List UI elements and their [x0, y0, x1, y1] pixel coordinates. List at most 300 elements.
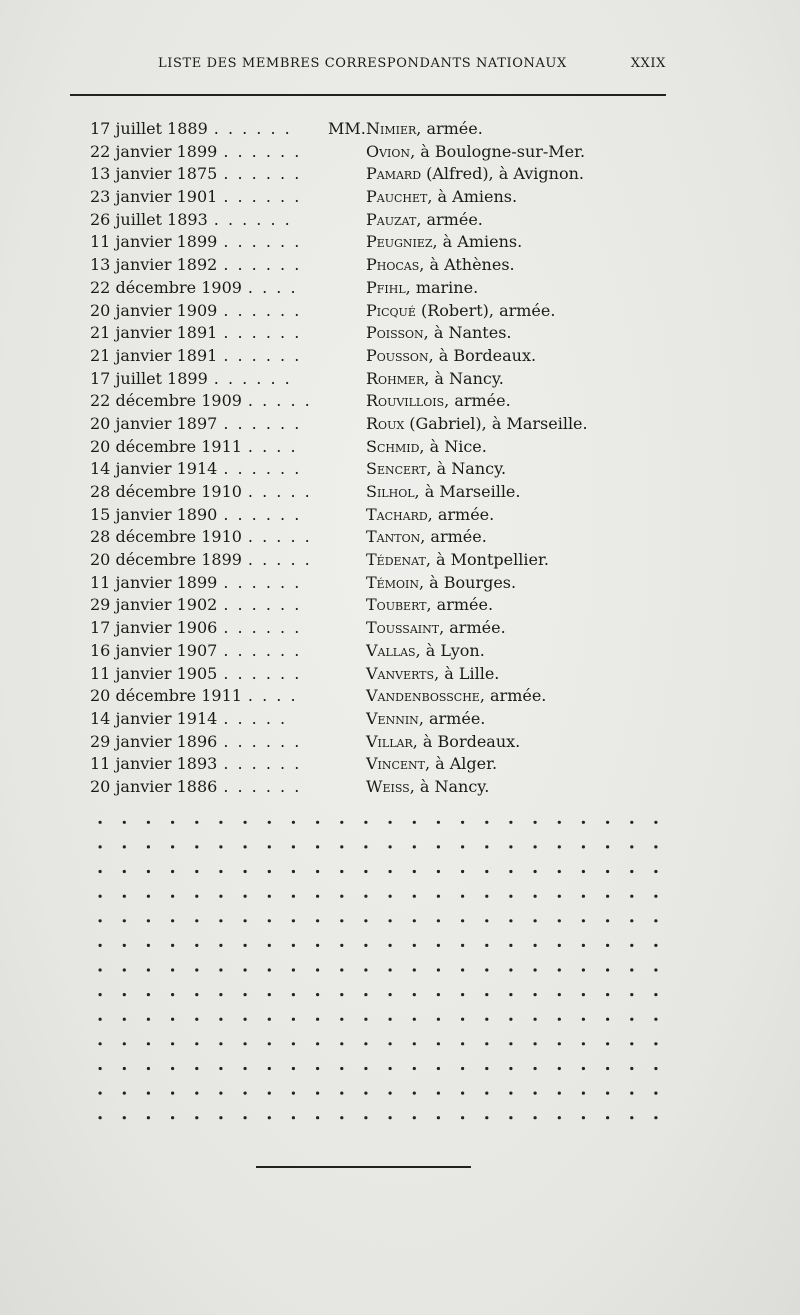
leader-dot	[485, 821, 488, 824]
surname: Tachard	[366, 504, 428, 524]
leader-dot	[123, 919, 126, 922]
leader-dot	[389, 944, 392, 947]
leader-dot	[413, 870, 416, 873]
member-details: , à Nancy.	[426, 459, 507, 479]
dot-leader: . . . . .	[247, 391, 312, 411]
dot-leader: . . . . . .	[223, 323, 302, 343]
leader-dot	[244, 1018, 247, 1021]
election-date: 20 janvier 1909	[90, 300, 218, 320]
member-details: , à Nantes.	[423, 323, 512, 343]
leader-dot	[485, 993, 488, 996]
member-name	[366, 572, 516, 594]
member-name	[366, 231, 522, 253]
member-entry	[0, 118, 800, 141]
election-date: 11 janvier 1899	[90, 232, 218, 252]
leader-dot	[485, 1116, 488, 1119]
leader-dot	[606, 895, 609, 898]
page-number: XXIX	[630, 56, 666, 71]
election-date: 14 janvier 1914	[90, 708, 218, 728]
leader-dot	[364, 1092, 367, 1095]
leader-dot	[364, 944, 367, 947]
leader-dot	[558, 1067, 561, 1070]
leader-dot	[509, 1092, 512, 1095]
leader-dot	[171, 1067, 174, 1070]
surname: Rohmer	[366, 368, 425, 388]
leader-dot	[195, 1018, 198, 1021]
member-details: , à Montpellier.	[425, 550, 549, 570]
leader-dot	[292, 944, 295, 947]
leader-dot	[630, 1042, 633, 1045]
leader-dot	[509, 968, 512, 971]
leader-dot	[606, 944, 609, 947]
member-details: , armée.	[418, 708, 486, 728]
dot-leader: . . . . . .	[223, 232, 302, 252]
leader-dot	[364, 919, 367, 922]
leader-dot	[147, 1042, 150, 1045]
member-entry	[0, 526, 800, 549]
leader-dot	[244, 821, 247, 824]
surname: Vennin	[366, 708, 419, 728]
member-details: , armée.	[416, 119, 483, 138]
dot-leader: . . . . . .	[213, 209, 292, 229]
leader-dot	[244, 1116, 247, 1119]
member-details: , à Amiens.	[432, 232, 523, 252]
leader-dot	[437, 1116, 440, 1119]
election-date: 20 janvier 1897	[90, 413, 218, 433]
leader-dot	[558, 845, 561, 848]
leader-dot	[558, 919, 561, 922]
leader-dot	[268, 968, 271, 971]
leader-dot	[413, 845, 416, 848]
surname: Toussaint	[366, 618, 440, 638]
leader-dot	[654, 1067, 657, 1070]
leader-dot	[123, 895, 126, 898]
election-date: 11 janvier 1905	[90, 663, 218, 683]
leader-dot	[630, 1018, 633, 1021]
leader-dot	[316, 968, 319, 971]
leader-dot	[99, 1116, 102, 1119]
leader-dot	[147, 968, 150, 971]
member-list	[0, 118, 800, 799]
leader-dot	[244, 1042, 247, 1045]
leader-dot	[292, 870, 295, 873]
leader-dot	[316, 919, 319, 922]
member-entry	[0, 481, 800, 504]
member-name	[366, 708, 485, 730]
leader-dot	[461, 1018, 464, 1021]
leader-dot	[582, 1092, 585, 1095]
member-details: , à Bordeaux.	[412, 731, 521, 751]
election-date: 28 décembre 1910	[90, 527, 242, 547]
leader-dot	[316, 993, 319, 996]
leader-dot	[654, 968, 657, 971]
election-date: 28 décembre 1910	[90, 482, 242, 501]
leader-dot	[364, 1042, 367, 1045]
leader-dot	[558, 944, 561, 947]
member-entry	[0, 708, 800, 731]
election-date: 20 décembre 1899	[90, 550, 242, 570]
member-name	[366, 141, 585, 163]
leader-dot	[244, 919, 247, 922]
member-entry	[0, 572, 800, 595]
leader-dot	[389, 1067, 392, 1070]
leader-dot	[99, 870, 102, 873]
member-name	[366, 186, 517, 208]
leader-dot	[558, 1092, 561, 1095]
member-entry	[0, 731, 800, 754]
member-entry	[0, 640, 800, 663]
leader-dot	[558, 870, 561, 873]
leader-dot	[292, 919, 295, 922]
election-date: 20 janvier 1886	[90, 776, 218, 796]
leader-dot	[244, 1092, 247, 1095]
leader-dot	[316, 1067, 319, 1070]
surname: Phocas	[366, 255, 420, 275]
dot-leader-filler	[88, 810, 668, 1130]
surname: Toubert	[366, 595, 427, 615]
leader-dot	[292, 1018, 295, 1021]
surname: Silhol	[366, 482, 415, 501]
surname: Vandenbossche	[366, 686, 480, 706]
surname: Pamard	[366, 164, 422, 184]
member-details: , à Lille.	[434, 663, 500, 683]
leader-dot	[437, 895, 440, 898]
leader-dot	[582, 1067, 585, 1070]
leader-dot	[654, 845, 657, 848]
member-name	[366, 345, 536, 367]
leader-dot	[606, 919, 609, 922]
election-date: 29 janvier 1902	[90, 595, 218, 615]
leader-dot	[195, 993, 198, 996]
member-details: (Alfred), à Avignon.	[421, 164, 584, 184]
leader-dot	[485, 1042, 488, 1045]
leader-dot	[268, 919, 271, 922]
leader-dot	[389, 821, 392, 824]
leader-dot	[99, 993, 102, 996]
leader-dot	[485, 845, 488, 848]
dot-leader: . . . . . .	[223, 413, 302, 433]
leader-dot	[461, 845, 464, 848]
surname: Vanverts	[366, 663, 435, 683]
dot-leader: . . . . . .	[223, 345, 302, 365]
leader-dot	[292, 845, 295, 848]
election-date: 11 janvier 1899	[90, 572, 218, 592]
leader-dot	[437, 968, 440, 971]
leader-dot	[413, 1092, 416, 1095]
member-name	[366, 617, 506, 639]
leader-dot	[534, 1018, 537, 1021]
dot-leader: . . . . .	[247, 482, 312, 501]
leader-dot	[485, 895, 488, 898]
election-date: 21 janvier 1891	[90, 345, 218, 365]
leader-dot	[219, 919, 222, 922]
leader-dot	[244, 968, 247, 971]
member-entry	[0, 163, 800, 186]
leader-dot	[147, 1116, 150, 1119]
member-details: , à Boulogne-sur-Mer.	[410, 141, 586, 161]
member-name	[366, 549, 549, 571]
election-date: 22 décembre 1909	[90, 277, 242, 297]
member-details: , à Nancy.	[424, 368, 504, 388]
leader-dot	[123, 821, 126, 824]
leader-dot	[244, 845, 247, 848]
surname: Pousson	[366, 345, 429, 365]
dot-leader: . . . . . .	[223, 459, 302, 479]
leader-dot	[195, 919, 198, 922]
leader-dot	[485, 1067, 488, 1070]
member-name	[366, 300, 555, 322]
leader-dot	[654, 944, 657, 947]
leader-dot	[268, 1092, 271, 1095]
leader-dot	[389, 1116, 392, 1119]
leader-dot	[654, 895, 657, 898]
leader-dot	[316, 895, 319, 898]
leader-dot	[364, 968, 367, 971]
leader-dot	[219, 1042, 222, 1045]
leader-dot	[219, 968, 222, 971]
election-date: 17 juillet 1899	[90, 368, 208, 388]
surname: Weiss	[366, 776, 410, 796]
leader-dot	[340, 1018, 343, 1021]
member-name	[366, 731, 520, 753]
member-entry	[0, 390, 800, 413]
leader-dot	[534, 895, 537, 898]
leader-dot	[606, 1067, 609, 1070]
dot-leader: . . . . . .	[223, 187, 302, 207]
election-date: 15 janvier 1890	[90, 504, 218, 524]
leader-dot	[534, 1116, 537, 1119]
member-entry	[0, 776, 800, 799]
member-entry	[0, 617, 800, 640]
member-entry	[0, 209, 800, 232]
leader-dot	[171, 968, 174, 971]
surname: Tanton	[366, 527, 421, 547]
leader-dot	[534, 845, 537, 848]
leader-dot	[509, 870, 512, 873]
honorific-prefix: MM.	[328, 119, 366, 138]
leader-dot	[558, 821, 561, 824]
member-entry	[0, 231, 800, 254]
leader-dot	[534, 968, 537, 971]
leader-dot	[413, 944, 416, 947]
leader-dot	[268, 944, 271, 947]
leader-dot	[582, 1018, 585, 1021]
election-date: 17 janvier 1906	[90, 618, 218, 638]
leader-dot	[437, 1067, 440, 1070]
leader-dot	[509, 1018, 512, 1021]
surname: Roux	[366, 413, 405, 433]
member-details: , armée.	[444, 391, 511, 411]
leader-dot	[509, 845, 512, 848]
leader-dot	[485, 1092, 488, 1095]
member-details: , à Bourges.	[418, 572, 517, 592]
leader-dot	[340, 993, 343, 996]
leader-dot	[316, 944, 319, 947]
dot-leader: . . . . . .	[223, 255, 302, 275]
leader-dot	[461, 993, 464, 996]
leader-dot	[219, 895, 222, 898]
leader-dot	[582, 1042, 585, 1045]
leader-dot	[292, 895, 295, 898]
leader-dot	[99, 821, 102, 824]
leader-dot	[364, 1018, 367, 1021]
leader-dot	[461, 1092, 464, 1095]
leader-dot	[534, 1092, 537, 1095]
member-entry	[0, 345, 800, 368]
leader-dot	[485, 870, 488, 873]
dot-leader: . . . . . .	[223, 754, 302, 774]
leader-dot	[195, 944, 198, 947]
member-details: , armée.	[427, 504, 495, 524]
leader-dot	[292, 821, 295, 824]
leader-dot	[606, 1116, 609, 1119]
leader-dot	[437, 1092, 440, 1095]
dot-leader: . . . . .	[247, 527, 312, 547]
leader-dot	[485, 968, 488, 971]
leader-dot	[99, 1018, 102, 1021]
leader-dot	[219, 1018, 222, 1021]
surname: Pauchet	[366, 187, 428, 207]
leader-dot	[171, 845, 174, 848]
leader-dot	[123, 968, 126, 971]
leader-dot	[558, 1018, 561, 1021]
member-details: , à Bordeaux.	[428, 345, 537, 365]
leader-dot	[244, 993, 247, 996]
leader-dot	[123, 1092, 126, 1095]
leader-dot	[195, 1116, 198, 1119]
surname: Nimier	[366, 119, 417, 138]
member-name	[366, 209, 483, 231]
leader-dot	[534, 919, 537, 922]
leader-dot	[123, 1067, 126, 1070]
election-date: 13 janvier 1875	[90, 164, 218, 184]
leader-dot	[123, 870, 126, 873]
member-entry	[0, 368, 800, 391]
dot-leader: . . . . . .	[223, 141, 302, 161]
member-name	[366, 368, 504, 390]
leader-dot	[147, 919, 150, 922]
surname: Picqué	[366, 300, 416, 320]
dot-leader: . . . . . .	[213, 368, 292, 388]
leader-dot	[364, 993, 367, 996]
election-date: 21 janvier 1891	[90, 323, 218, 343]
election-date: 22 janvier 1899	[90, 141, 218, 161]
leader-dot	[461, 821, 464, 824]
leader-dot	[219, 1092, 222, 1095]
member-name	[366, 277, 478, 299]
member-name	[366, 163, 584, 185]
leader-dot	[437, 870, 440, 873]
leader-dot	[509, 895, 512, 898]
member-name	[366, 594, 493, 616]
member-details: , à Marseille.	[414, 482, 521, 501]
leader-dot	[147, 993, 150, 996]
leader-dot	[437, 919, 440, 922]
leader-dot	[99, 1042, 102, 1045]
election-date: 29 janvier 1896	[90, 731, 218, 751]
member-entry	[0, 549, 800, 572]
election-date: 26 juillet 1893	[90, 209, 208, 229]
leader-dot	[630, 1116, 633, 1119]
leader-dot	[99, 1067, 102, 1070]
leader-dot	[123, 944, 126, 947]
member-entry	[0, 413, 800, 436]
leader-dot	[147, 1067, 150, 1070]
leader-dot	[630, 944, 633, 947]
member-name	[366, 118, 483, 140]
member-name	[366, 481, 520, 503]
leader-dot	[99, 944, 102, 947]
leader-dot	[606, 968, 609, 971]
election-date: 11 janvier 1893	[90, 754, 218, 774]
surname: Sencert	[366, 459, 427, 479]
leader-dot	[340, 1116, 343, 1119]
leader-dot	[654, 1092, 657, 1095]
leader-dot	[534, 1042, 537, 1045]
dot-leader: . . . . . .	[213, 119, 292, 138]
leader-dot	[244, 1067, 247, 1070]
leader-dot	[219, 821, 222, 824]
member-details: , à Lyon.	[415, 640, 485, 660]
member-entry	[0, 504, 800, 527]
member-details: , à Athènes.	[419, 255, 515, 275]
leader-dot	[99, 968, 102, 971]
leader-dot	[195, 821, 198, 824]
dot-leader: . . . . . .	[223, 618, 302, 638]
leader-dot	[195, 845, 198, 848]
leader-dot	[340, 1067, 343, 1070]
leader-dot	[630, 968, 633, 971]
member-details: , à Nice.	[419, 436, 487, 456]
leader-dot	[558, 968, 561, 971]
leader-dot	[99, 919, 102, 922]
leader-dot	[123, 1042, 126, 1045]
leader-dot	[268, 993, 271, 996]
leader-dot	[654, 1116, 657, 1119]
member-details: , armée.	[426, 595, 494, 615]
leader-dot	[413, 1116, 416, 1119]
dot-leader: . . . .	[247, 436, 298, 456]
leader-dot	[316, 870, 319, 873]
surname: Rouvillois	[366, 391, 445, 411]
leader-dot	[364, 870, 367, 873]
member-name	[366, 776, 489, 798]
leader-dot	[195, 895, 198, 898]
election-date: 13 janvier 1892	[90, 255, 218, 275]
leader-dot	[364, 1067, 367, 1070]
leader-dot	[340, 1092, 343, 1095]
leader-dot	[340, 944, 343, 947]
surname: Témoin	[366, 572, 419, 592]
leader-dot	[147, 1092, 150, 1095]
leader-dot	[654, 821, 657, 824]
leader-dot	[316, 845, 319, 848]
leader-dot	[219, 993, 222, 996]
leader-dot	[195, 1042, 198, 1045]
leader-dot	[413, 821, 416, 824]
leader-dot	[340, 919, 343, 922]
member-name	[366, 685, 546, 707]
member-name	[366, 322, 512, 344]
dot-leader: . . . . .	[223, 708, 288, 728]
leader-dot	[630, 993, 633, 996]
member-entry	[0, 685, 800, 708]
leader-dot	[509, 993, 512, 996]
leader-dot	[389, 895, 392, 898]
leader-dot	[244, 944, 247, 947]
leader-dot	[413, 895, 416, 898]
leader-dot	[147, 895, 150, 898]
